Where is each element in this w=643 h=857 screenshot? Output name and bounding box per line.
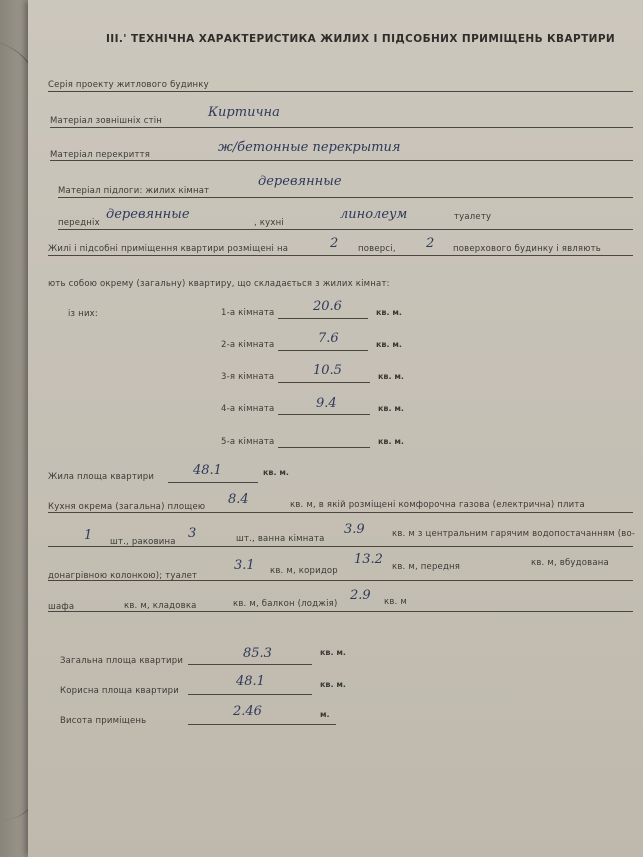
kitchen-text-3c: кв. м, передня (392, 562, 461, 572)
floor-slab-label: Матеріал перекриття (50, 150, 151, 160)
floor-slab-value: ж/бетонные перекрытия (218, 140, 401, 155)
form-page (28, 0, 643, 857)
underline (48, 91, 633, 92)
room-value: 10.5 (313, 363, 342, 378)
kitchen-text-4d: кв. м (384, 597, 407, 607)
kitchen-text-2a: шт., раковина (110, 537, 176, 547)
underline (48, 546, 633, 547)
project-series-label: Серія проекту житлового будинку (48, 80, 209, 90)
room-label: 3-я кімната (221, 372, 275, 382)
floor-material-label: Матеріал підлоги: жилих кімнат (58, 186, 210, 196)
kitchen-text-4a: шафа (48, 602, 75, 612)
room-unit: кв. м. (378, 372, 404, 381)
underline (278, 350, 368, 351)
underline (48, 611, 633, 612)
floor-material-value: деревянные (258, 174, 342, 189)
underline (188, 694, 312, 695)
height-label: Висота приміщень (60, 716, 147, 726)
of-them-label: із них: (68, 309, 98, 319)
kitchen-area-value: 8.4 (228, 492, 249, 507)
underline (278, 447, 370, 448)
useful-area-unit: кв. м. (320, 680, 346, 689)
stove-count: 1 (84, 528, 93, 543)
underline (50, 127, 633, 128)
room-label: 2-а кімната (221, 340, 275, 350)
room-unit: кв. м. (376, 340, 402, 349)
corridor-area-value: 13.2 (354, 552, 383, 567)
room-value: 9.4 (316, 396, 337, 411)
kitchen-text-2b: шт., ванна кімната (236, 534, 325, 544)
room-value: 7.6 (318, 331, 339, 346)
total-area-value: 85.3 (243, 646, 272, 661)
kitchen-text-3b: кв. м, коридор (270, 566, 338, 576)
room-unit: кв. м. (378, 437, 404, 446)
placement-text-2: ють собою окрему (загальну) квартиру, що складається з жилих кімнат: (48, 279, 390, 289)
room-label: 1-а кімната (221, 308, 275, 318)
room-unit: кв. м. (376, 308, 402, 317)
useful-area-value: 48.1 (236, 674, 265, 689)
height-value: 2.46 (233, 704, 262, 719)
underline (58, 229, 633, 230)
underline (188, 664, 312, 665)
living-area-value: 48.1 (193, 463, 222, 478)
underline (50, 160, 633, 161)
underline (168, 482, 258, 483)
toilet-label: туалету (454, 212, 492, 222)
kitchen-text-1b: кв. м, в якій розміщені комфорочна газова (електрична) плита (290, 500, 585, 510)
wall-material-value: Киртична (208, 105, 280, 120)
kitchen-text-3d: кв. м, вбудована (531, 558, 609, 568)
room-label: 5-а кімната (221, 437, 275, 447)
living-area-unit: кв. м. (263, 468, 289, 477)
height-unit: м. (320, 710, 330, 719)
wall-material-label: Матеріал зовнішніх стін (50, 116, 163, 126)
kitchen-text-2c: кв. м з центральним гарячим водопостачанням (во- (392, 529, 636, 539)
underline (48, 580, 633, 581)
underline (48, 512, 633, 513)
total-area-label: Загальна площа квартири (60, 656, 184, 666)
toilet-area-value: 3.1 (234, 558, 255, 573)
room-label: 4-а кімната (221, 404, 275, 414)
placement-text-b: поверсі, (358, 244, 396, 254)
hallway-label: передніх (58, 218, 100, 228)
kitchen-text-4c: кв. м, балкон (лоджія) (233, 599, 338, 609)
underline (278, 382, 370, 383)
room-unit: кв. м. (378, 404, 404, 413)
underline (278, 414, 370, 415)
bath-area-value: 3.9 (344, 522, 365, 537)
placement-text-c: поверхового будинку і являють (453, 244, 601, 254)
underline (278, 318, 368, 319)
room-value: 20.6 (313, 299, 342, 314)
useful-area-label: Корисна площа квартири (60, 686, 179, 696)
total-area-unit: кв. м. (320, 648, 346, 657)
placement-text-a: Жилі і підсобні приміщення квартири розміщені на (48, 244, 289, 254)
floor-value: 2 (330, 236, 339, 251)
kitchen-value: линолеум (340, 207, 408, 222)
kitchen-text-3a: донагрівною колонкою); туалет (48, 571, 198, 581)
hallway-value: деревянные (106, 207, 190, 222)
kitchen-text-4b: кв. м, кладовка (124, 601, 197, 611)
balcony-area-value: 2.9 (350, 588, 371, 603)
underline (48, 255, 633, 256)
underline (58, 197, 633, 198)
underline (188, 724, 336, 725)
section-title: III.' ТЕХНІЧНА ХАРАКТЕРИСТИКА ЖИЛИХ І ПІДСОБНИХ ПРИМІЩЕНЬ КВАРТИРИ (106, 33, 616, 45)
kitchen-label: , кухні (254, 218, 284, 228)
storeys-value: 2 (426, 236, 435, 251)
kitchen-text-1a: Кухня окрема (загальна) площею (48, 502, 206, 512)
living-area-label: Жила площа квартири (48, 472, 155, 482)
sink-count: 3 (188, 526, 197, 541)
